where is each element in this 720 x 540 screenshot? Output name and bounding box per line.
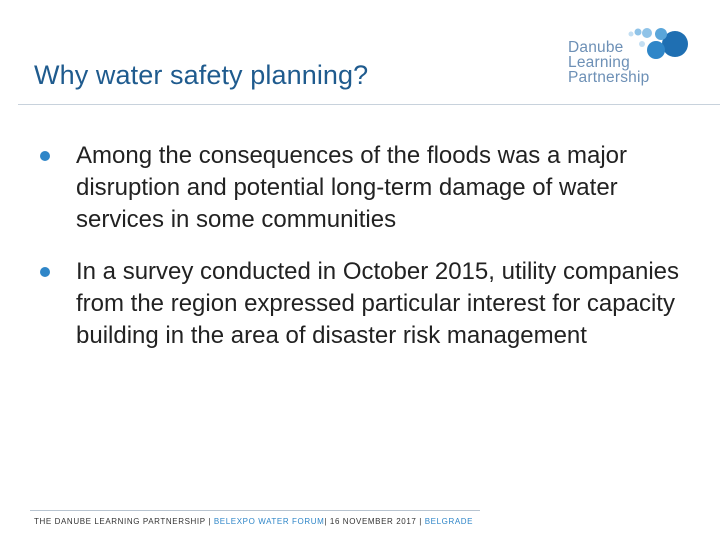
slide-title: Why water safety planning? — [34, 60, 369, 90]
footer-date: | 16 NOVEMBER 2017 | — [324, 517, 425, 526]
logo-wordmark — [568, 40, 649, 85]
footer-event: BELEXPO WATER FORUM — [213, 517, 325, 526]
logo-line-partnership: Partnership — [568, 69, 650, 86]
bullet-text: Among the consequences of the floods was a major disruption and potential long-term damage of water services in some communities — [76, 142, 627, 233]
bullet-dot-icon — [40, 151, 50, 161]
footer — [34, 517, 473, 526]
bullet-dot-icon — [40, 267, 50, 277]
bullet-text: In a survey conducted in October 2015, utility companies from the region expressed particular interest for capacity building in the area of disaster risk management — [76, 258, 679, 349]
logo-line-danube: Danube — [568, 39, 624, 56]
bullet-item — [40, 140, 680, 236]
footer-city: BELGRADE — [424, 517, 474, 526]
logo-line-learning: Learning — [568, 54, 630, 71]
footer-divider — [30, 510, 480, 511]
title-divider — [18, 104, 720, 105]
danube-learning-partnership-logo — [560, 24, 700, 94]
bullet-item — [40, 256, 680, 352]
footer-org: THE DANUBE LEARNING PARTNERSHIP | — [34, 517, 214, 526]
bullet-list — [40, 140, 680, 372]
